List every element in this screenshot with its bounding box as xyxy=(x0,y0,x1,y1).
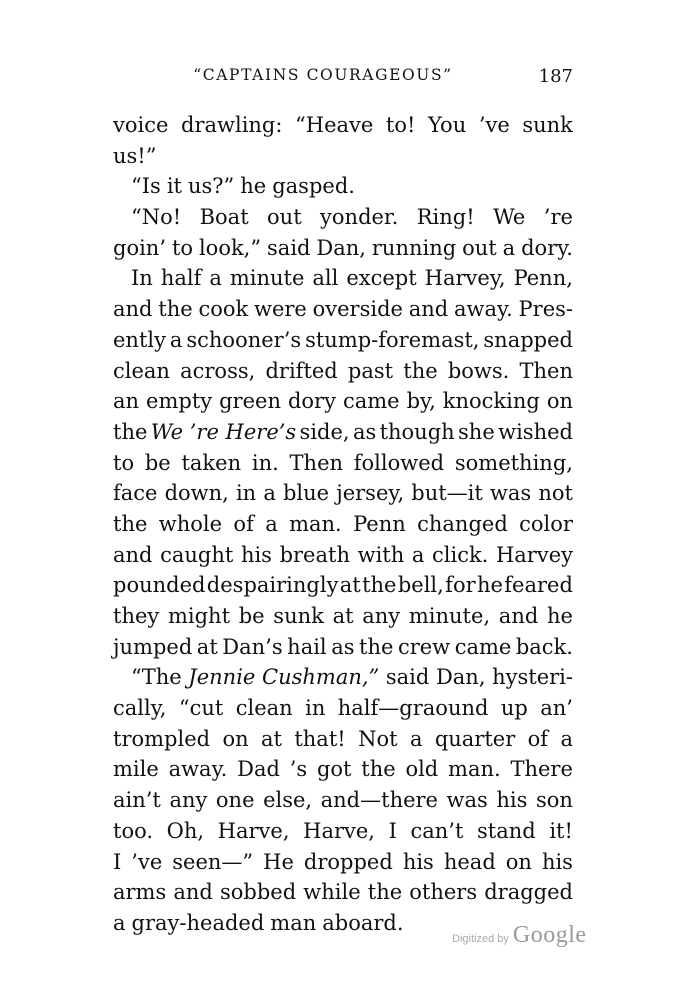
word: the xyxy=(367,880,403,905)
word: yonder. xyxy=(320,205,399,230)
word: else, xyxy=(263,788,313,813)
word: and xyxy=(173,880,213,905)
word: jumped xyxy=(113,634,193,659)
word: out xyxy=(267,205,302,230)
word: breath xyxy=(279,542,350,567)
word: away. xyxy=(454,297,513,322)
word: of xyxy=(233,511,254,536)
word: snapped xyxy=(483,327,573,352)
word: face xyxy=(113,481,158,506)
word: Penn, xyxy=(513,266,573,291)
text-line xyxy=(113,356,573,387)
word: the xyxy=(158,297,193,322)
word: head xyxy=(443,849,496,874)
word: they xyxy=(113,604,160,628)
word: can’t xyxy=(410,818,464,843)
word: said xyxy=(385,665,430,690)
word: blue xyxy=(282,481,330,506)
word: schooner’s xyxy=(186,327,302,352)
word: whole xyxy=(158,511,223,536)
word: on xyxy=(505,849,532,874)
word: “Is xyxy=(131,174,161,199)
word: out xyxy=(462,235,497,260)
page-number: 187 xyxy=(538,66,573,87)
text-line xyxy=(113,478,573,509)
word: one xyxy=(215,788,255,813)
word: at xyxy=(339,573,361,598)
word: gray-headed xyxy=(131,910,265,935)
word: followed xyxy=(353,450,445,475)
word: the xyxy=(359,634,394,659)
text-line xyxy=(113,724,573,755)
word: dory. xyxy=(521,235,573,260)
word: man xyxy=(270,910,317,935)
word: Dan’s xyxy=(222,634,283,659)
text-line xyxy=(113,294,573,325)
word: Harve, xyxy=(217,818,290,843)
word: away. xyxy=(168,757,228,782)
word: he xyxy=(240,174,267,199)
word: ’ve xyxy=(478,113,510,137)
word: sobbed xyxy=(219,880,297,905)
word: dragged xyxy=(484,880,573,905)
text-line xyxy=(113,448,573,479)
body-text xyxy=(113,110,573,939)
word: might xyxy=(167,604,231,628)
word: at xyxy=(332,604,354,628)
word: dory xyxy=(287,389,336,414)
word: voice xyxy=(113,113,169,137)
word: sunk xyxy=(273,604,324,628)
word: and xyxy=(113,297,153,322)
word: to! xyxy=(385,113,416,137)
word: it! xyxy=(549,818,573,843)
word: down, xyxy=(164,481,229,506)
word: half—graound xyxy=(337,696,489,721)
word: ently xyxy=(113,327,166,352)
text-line xyxy=(113,632,573,663)
word: pounded xyxy=(113,573,206,598)
word: Jennie Cushman,” xyxy=(188,665,380,690)
word: by, xyxy=(406,389,436,414)
word: despairingly xyxy=(206,573,339,598)
word: I xyxy=(388,818,397,843)
word: an xyxy=(113,389,140,414)
word: We xyxy=(493,205,526,230)
word: a xyxy=(502,235,516,260)
text-line xyxy=(113,662,573,693)
word: ’re xyxy=(543,205,573,230)
word: aboard. xyxy=(322,910,404,935)
word: bows. xyxy=(447,358,510,383)
word: to xyxy=(113,450,135,475)
word: gasped. xyxy=(272,174,355,199)
word: drifted xyxy=(265,358,338,383)
word: was xyxy=(489,481,532,506)
word: Then xyxy=(519,358,573,383)
word: drawling: xyxy=(181,113,283,137)
text-line xyxy=(113,171,573,202)
word: arms xyxy=(113,880,167,905)
word: of xyxy=(527,726,549,751)
word: a xyxy=(265,511,278,536)
word: a xyxy=(209,266,222,291)
text-line xyxy=(113,509,573,540)
word: was xyxy=(446,788,488,813)
word: “Heave xyxy=(295,113,374,137)
word: goin’ xyxy=(113,235,167,260)
word: color xyxy=(519,511,573,536)
text-line xyxy=(113,110,573,141)
word: Then xyxy=(289,450,344,475)
word: empty xyxy=(146,389,213,414)
word: and xyxy=(113,542,153,567)
word: hail xyxy=(287,634,327,659)
word: with xyxy=(357,542,405,567)
word: Harvey, xyxy=(424,266,506,291)
word: others xyxy=(409,880,478,905)
word: back. xyxy=(515,634,573,659)
word: but—it xyxy=(411,481,483,506)
word: at xyxy=(196,634,218,659)
word: a xyxy=(169,327,183,352)
word: hysteri- xyxy=(492,665,573,690)
word: son xyxy=(535,788,573,813)
word: ain’t xyxy=(113,788,161,813)
word: Dan, xyxy=(435,665,486,690)
word: Dan, xyxy=(316,235,366,260)
word: In xyxy=(131,266,153,291)
word: ’ve xyxy=(131,849,163,874)
running-header xyxy=(113,66,573,90)
word: “No! xyxy=(131,205,182,230)
word: man. xyxy=(448,757,501,782)
word: on xyxy=(546,389,573,414)
word: on xyxy=(222,726,249,751)
digitized-by-watermark xyxy=(452,922,587,952)
word: as xyxy=(331,634,355,659)
word: old xyxy=(405,757,439,782)
word: in xyxy=(235,481,257,506)
word: the xyxy=(113,511,148,536)
word: any xyxy=(169,788,208,813)
word: a xyxy=(560,726,573,751)
word: and xyxy=(408,297,449,322)
word: in xyxy=(305,696,326,721)
word: green xyxy=(219,389,281,414)
word: Not xyxy=(358,726,398,751)
word: came xyxy=(342,389,400,414)
word: all xyxy=(312,266,339,291)
word: stump-foremast, xyxy=(305,327,480,352)
word: feared xyxy=(504,573,573,598)
word: changed xyxy=(417,511,508,536)
word: Ring! xyxy=(416,205,475,230)
word: and—there xyxy=(320,788,438,813)
word: wished xyxy=(498,419,573,444)
word: click. xyxy=(432,542,489,567)
word: man. xyxy=(289,511,342,536)
word: ’s xyxy=(289,757,308,782)
word: he xyxy=(476,573,503,598)
word: clean xyxy=(113,358,170,383)
word: a xyxy=(411,542,425,567)
word: as xyxy=(352,419,377,444)
text-line xyxy=(113,540,573,571)
word: There xyxy=(510,757,573,782)
word: caught xyxy=(160,542,234,567)
word: the xyxy=(403,358,438,383)
word: Boat xyxy=(199,205,249,230)
word: crew xyxy=(397,634,451,659)
text-line xyxy=(113,570,573,601)
word: We ’re Here’s xyxy=(150,419,297,444)
word: mile xyxy=(113,757,159,782)
word: the xyxy=(362,573,397,598)
word: half xyxy=(160,266,202,291)
word: for xyxy=(445,573,476,598)
word: while xyxy=(303,880,361,905)
word: quarter xyxy=(434,726,516,751)
text-line xyxy=(113,417,573,448)
word: trompled xyxy=(113,726,211,751)
word: she xyxy=(458,419,495,444)
word: stand xyxy=(477,818,536,843)
word: a xyxy=(409,726,423,751)
word: side, xyxy=(299,419,350,444)
word: be xyxy=(144,450,171,475)
text-line xyxy=(113,263,573,294)
word: I xyxy=(113,849,122,874)
word: jersey, xyxy=(336,481,405,506)
text-line xyxy=(113,386,573,417)
text-line xyxy=(113,877,573,908)
text-line xyxy=(113,233,573,264)
word: “The xyxy=(131,665,182,690)
word: in. xyxy=(251,450,279,475)
word: Harve, xyxy=(303,818,375,843)
word: Harvey xyxy=(495,542,573,567)
digitized-by-label: Digitized by xyxy=(452,933,509,945)
word: his xyxy=(402,849,434,874)
text-line xyxy=(113,141,573,172)
text-line xyxy=(113,754,573,785)
text-line xyxy=(113,325,573,356)
word: and xyxy=(498,604,539,628)
word: be xyxy=(238,604,265,628)
word: across, xyxy=(180,358,256,383)
word: except xyxy=(346,266,417,291)
google-logo: Google xyxy=(512,922,587,948)
word: though xyxy=(379,419,455,444)
text-line xyxy=(113,847,573,878)
word: the xyxy=(361,757,396,782)
word: up xyxy=(500,696,528,721)
text-line xyxy=(113,785,573,816)
word: the xyxy=(113,419,148,444)
word: it xyxy=(166,174,182,199)
word: Dad xyxy=(237,757,280,782)
word: look,” xyxy=(198,235,262,260)
word: his xyxy=(240,542,272,567)
word: to xyxy=(171,235,194,260)
word: seen—” xyxy=(172,849,254,874)
word: at xyxy=(261,726,282,751)
word: running xyxy=(371,235,457,260)
word: that! xyxy=(294,726,346,751)
word: were xyxy=(253,297,307,322)
word: any xyxy=(362,604,401,628)
word: clean xyxy=(235,696,293,721)
word: a xyxy=(263,481,276,506)
word: Oh, xyxy=(166,818,205,843)
word: us?” xyxy=(187,174,235,199)
word: something, xyxy=(454,450,573,475)
text-line xyxy=(113,202,573,233)
word: dropped xyxy=(303,849,393,874)
word: an’ xyxy=(540,696,573,721)
word: sunk xyxy=(522,113,573,137)
word: He xyxy=(263,849,294,874)
running-title: “CAPTAINS COURAGEOUS” xyxy=(193,66,453,84)
word: his xyxy=(496,788,528,813)
word: he xyxy=(547,604,573,628)
word: “cut xyxy=(178,696,224,721)
word: too. xyxy=(113,818,154,843)
text-line xyxy=(113,601,573,632)
word: Pres- xyxy=(518,297,573,322)
word: got xyxy=(316,757,352,782)
word: overside xyxy=(312,297,403,322)
word: cally, xyxy=(113,696,167,721)
word: minute, xyxy=(408,604,491,628)
word: past xyxy=(347,358,394,383)
text-line xyxy=(113,816,573,847)
word: knocking xyxy=(442,389,540,414)
text-line xyxy=(113,693,573,724)
word: his xyxy=(541,849,573,874)
word: not xyxy=(538,481,573,506)
word: cook xyxy=(198,297,249,322)
word: bell, xyxy=(397,573,444,598)
word: said xyxy=(267,235,311,260)
word: us!” xyxy=(113,143,157,168)
word: came xyxy=(454,634,512,659)
word: a xyxy=(113,910,126,935)
word: taken xyxy=(181,450,242,475)
word: Penn xyxy=(353,511,406,536)
word: You xyxy=(428,113,467,137)
word: minute xyxy=(229,266,305,291)
